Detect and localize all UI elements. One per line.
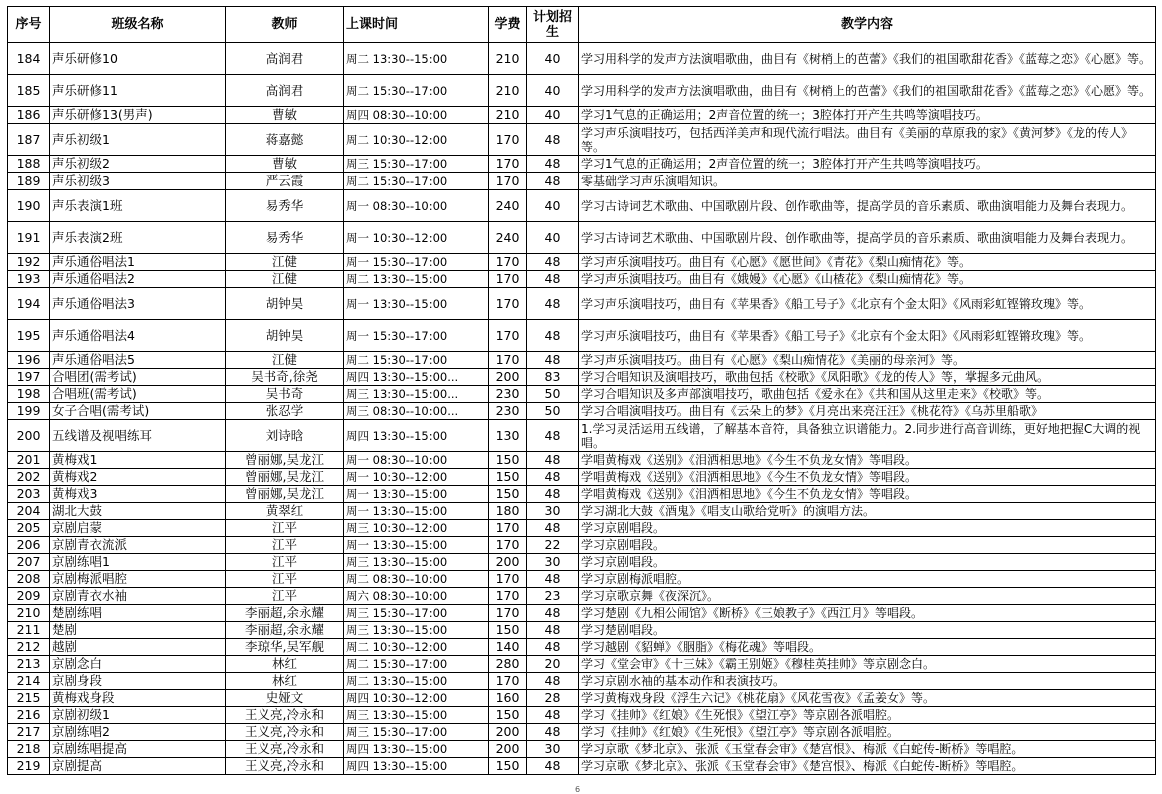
- cell-teacher: 史娅文: [226, 690, 344, 707]
- cell-teacher: 王义亮,冷永和: [226, 741, 344, 758]
- cell-class-time: 周三 08:30--10:00...: [344, 403, 489, 420]
- cell-class-name: 京剧青衣流派: [50, 537, 226, 554]
- table-row: [8, 107, 1156, 124]
- cell-planned-enrollment: 23: [527, 588, 579, 605]
- cell-class-name: 五线谱及视唱练耳: [50, 420, 226, 452]
- table-row: [8, 571, 1156, 588]
- cell-fee: 170: [489, 288, 527, 320]
- cell-teacher: 王义亮,冷永和: [226, 707, 344, 724]
- cell-planned-enrollment: 40: [527, 43, 579, 75]
- cell-teaching-content: 学习湖北大鼓《酒鬼》《唱支山歌给党听》的演唱方法。: [579, 503, 1156, 520]
- table-row: [8, 43, 1156, 75]
- cell-teaching-content: 学习楚剧《九相公闹馆》《断桥》《三娘教子》《西江月》等唱段。: [579, 605, 1156, 622]
- cell-teacher: 曾丽娜,吴龙江: [226, 452, 344, 469]
- cell-seq: 194: [8, 288, 50, 320]
- cell-class-name: 越剧: [50, 639, 226, 656]
- cell-class-time: 周四 13:30--15:00...: [344, 369, 489, 386]
- cell-class-name: 京剧提高: [50, 758, 226, 775]
- table-row: [8, 403, 1156, 420]
- cell-teaching-content: 学唱黄梅戏《送别》《泪洒相思地》《今生不负龙女情》等唱段。: [579, 452, 1156, 469]
- cell-class-time: 周六 08:30--10:00: [344, 588, 489, 605]
- header-class-time: 上课时间: [344, 7, 489, 43]
- cell-planned-enrollment: 48: [527, 288, 579, 320]
- cell-seq: 191: [8, 222, 50, 254]
- cell-teaching-content: 学习京歌《梦北京》、张派《玉堂春会审》《楚宫恨》、梅派《白蛇传-断桥》等唱腔。: [579, 741, 1156, 758]
- cell-teacher: 江健: [226, 254, 344, 271]
- table-row: [8, 469, 1156, 486]
- table-row: [8, 420, 1156, 452]
- cell-class-time: 周三 15:30--17:00: [344, 724, 489, 741]
- cell-teaching-content: 学习《挂帅》《红娘》《生死恨》《望江亭》等京剧各派唱腔。: [579, 724, 1156, 741]
- cell-teaching-content: 学习越剧《貂蝉》《胭脂》《梅花魂》等唱段。: [579, 639, 1156, 656]
- cell-planned-enrollment: 30: [527, 503, 579, 520]
- cell-class-name: 京剧念白: [50, 656, 226, 673]
- table-body: [8, 43, 1156, 775]
- cell-teaching-content: 学习楚剧唱段。: [579, 622, 1156, 639]
- cell-fee: 150: [489, 469, 527, 486]
- cell-class-time: 周二 08:30--10:00: [344, 571, 489, 588]
- cell-teacher: 刘诗晗: [226, 420, 344, 452]
- cell-class-time: 周二 15:30--17:00: [344, 352, 489, 369]
- cell-teacher: 高润君: [226, 75, 344, 107]
- header-teaching-content: 教学内容: [579, 7, 1156, 43]
- cell-class-time: 周四 13:30--15:00: [344, 741, 489, 758]
- cell-planned-enrollment: 48: [527, 420, 579, 452]
- table-row: [8, 173, 1156, 190]
- cell-planned-enrollment: 48: [527, 271, 579, 288]
- cell-fee: 200: [489, 724, 527, 741]
- cell-fee: 170: [489, 605, 527, 622]
- table-row: [8, 605, 1156, 622]
- cell-seq: 202: [8, 469, 50, 486]
- cell-teaching-content: 学习京剧唱段。: [579, 554, 1156, 571]
- cell-teaching-content: 学习合唱知识及多声部演唱技巧，歌曲包括《爱永在》《共和国从这里走来》《校歌》等。: [579, 386, 1156, 403]
- cell-class-time: 周二 15:30--17:00: [344, 75, 489, 107]
- header-class-name: 班级名称: [50, 7, 226, 43]
- cell-teacher: 易秀华: [226, 190, 344, 222]
- cell-planned-enrollment: 48: [527, 639, 579, 656]
- cell-teacher: 李丽超,余永耀: [226, 605, 344, 622]
- cell-teacher: 李丽超,余永耀: [226, 622, 344, 639]
- cell-class-time: 周一 13:30--15:00: [344, 288, 489, 320]
- cell-teaching-content: 零基础学习声乐演唱知识。: [579, 173, 1156, 190]
- cell-seq: 209: [8, 588, 50, 605]
- cell-class-name: 声乐表演2班: [50, 222, 226, 254]
- cell-teacher: 江平: [226, 520, 344, 537]
- cell-fee: 200: [489, 554, 527, 571]
- cell-teaching-content: 学习用科学的发声方法演唱歌曲，曲目有《树梢上的芭蕾》《我们的祖国歌甜花香》《蓝莓之恋》《心愿》等。: [579, 75, 1156, 107]
- cell-seq: 204: [8, 503, 50, 520]
- cell-planned-enrollment: 48: [527, 673, 579, 690]
- cell-class-name: 声乐研修11: [50, 75, 226, 107]
- cell-seq: 188: [8, 156, 50, 173]
- cell-class-time: 周二 13:30--15:00: [344, 673, 489, 690]
- cell-fee: 170: [489, 124, 527, 156]
- cell-teaching-content: 学习声乐演唱技巧，曲目有《苹果香》《船工号子》《北京有个金太阳》《风雨彩虹铿锵玫瑰》等。: [579, 288, 1156, 320]
- cell-class-name: 京剧身段: [50, 673, 226, 690]
- cell-fee: 130: [489, 420, 527, 452]
- cell-planned-enrollment: 48: [527, 486, 579, 503]
- cell-fee: 150: [489, 707, 527, 724]
- cell-fee: 200: [489, 369, 527, 386]
- cell-teacher: 王义亮,冷永和: [226, 724, 344, 741]
- cell-seq: 186: [8, 107, 50, 124]
- cell-class-name: 声乐通俗唱法5: [50, 352, 226, 369]
- cell-seq: 185: [8, 75, 50, 107]
- cell-teacher: 曹敏: [226, 107, 344, 124]
- cell-seq: 208: [8, 571, 50, 588]
- cell-class-name: 湖北大鼓: [50, 503, 226, 520]
- cell-class-time: 周三 13:30--15:00...: [344, 386, 489, 403]
- table-row: [8, 588, 1156, 605]
- cell-planned-enrollment: 48: [527, 254, 579, 271]
- cell-seq: 200: [8, 420, 50, 452]
- cell-fee: 170: [489, 254, 527, 271]
- cell-teaching-content: 学习京剧唱段。: [579, 520, 1156, 537]
- cell-class-name: 合唱团(需考试): [50, 369, 226, 386]
- cell-teaching-content: 学习1气息的正确运用；2声音位置的统一；3腔体打开产生共鸣等演唱技巧。: [579, 156, 1156, 173]
- cell-planned-enrollment: 48: [527, 452, 579, 469]
- cell-class-name: 京剧梅派唱腔: [50, 571, 226, 588]
- cell-teacher: 蒋嘉懿: [226, 124, 344, 156]
- cell-teacher: 黄翠红: [226, 503, 344, 520]
- cell-class-name: 声乐通俗唱法2: [50, 271, 226, 288]
- cell-fee: 150: [489, 758, 527, 775]
- cell-fee: 210: [489, 43, 527, 75]
- cell-seq: 213: [8, 656, 50, 673]
- cell-planned-enrollment: 40: [527, 190, 579, 222]
- table-row: [8, 452, 1156, 469]
- cell-seq: 189: [8, 173, 50, 190]
- cell-seq: 198: [8, 386, 50, 403]
- cell-class-time: 周二 13:30--15:00: [344, 43, 489, 75]
- cell-class-time: 周一 13:30--15:00: [344, 486, 489, 503]
- cell-seq: 214: [8, 673, 50, 690]
- cell-planned-enrollment: 50: [527, 403, 579, 420]
- cell-seq: 207: [8, 554, 50, 571]
- table-row: [8, 741, 1156, 758]
- cell-fee: 210: [489, 75, 527, 107]
- cell-teaching-content: 学习声乐演唱技巧。曲目有《娥嫚》《心愿》《山楂花》《梨山痴情花》等。: [579, 271, 1156, 288]
- cell-teacher: 江平: [226, 554, 344, 571]
- cell-class-time: 周一 08:30--10:00: [344, 452, 489, 469]
- cell-seq: 197: [8, 369, 50, 386]
- cell-fee: 170: [489, 588, 527, 605]
- cell-planned-enrollment: 48: [527, 173, 579, 190]
- cell-teaching-content: 学唱黄梅戏《送别》《泪洒相思地》《今生不负龙女情》等唱段。: [579, 469, 1156, 486]
- cell-teaching-content: 学习声乐演唱技巧。曲目有《心愿》《梨山痴情花》《美丽的母亲河》等。: [579, 352, 1156, 369]
- cell-seq: 218: [8, 741, 50, 758]
- table-row: [8, 254, 1156, 271]
- cell-seq: 203: [8, 486, 50, 503]
- cell-class-name: 声乐初级2: [50, 156, 226, 173]
- cell-class-time: 周四 13:30--15:00: [344, 420, 489, 452]
- cell-planned-enrollment: 40: [527, 107, 579, 124]
- table-row: [8, 724, 1156, 741]
- cell-teaching-content: 学习古诗词艺术歌曲、中国歌剧片段、创作歌曲等，提高学员的音乐素质、歌曲演唱能力及舞台表现力。: [579, 222, 1156, 254]
- cell-fee: 280: [489, 656, 527, 673]
- cell-class-name: 楚剧: [50, 622, 226, 639]
- table-row: [8, 639, 1156, 656]
- cell-teaching-content: 学习京歌京舞《夜深沉》。: [579, 588, 1156, 605]
- cell-teaching-content: 学习声乐演唱技巧，曲目有《苹果香》《船工号子》《北京有个金太阳》《风雨彩虹铿锵玫瑰》等。: [579, 320, 1156, 352]
- header-seq: 序号: [8, 7, 50, 43]
- cell-teaching-content: 学习声乐演唱技巧，包括西洋美声和现代流行唱法。曲目有《美丽的草原我的家》《黄河梦》《龙的传人》等。: [579, 124, 1156, 156]
- cell-fee: 230: [489, 386, 527, 403]
- cell-planned-enrollment: 40: [527, 222, 579, 254]
- cell-fee: 240: [489, 190, 527, 222]
- cell-class-name: 声乐通俗唱法1: [50, 254, 226, 271]
- cell-class-name: 声乐通俗唱法3: [50, 288, 226, 320]
- cell-teaching-content: 学习《堂会审》《十三妹》《霸王别姬》《穆桂英挂帅》等京剧念白。: [579, 656, 1156, 673]
- cell-class-time: 周二 13:30--15:00: [344, 271, 489, 288]
- cell-fee: 150: [489, 622, 527, 639]
- cell-class-time: 周四 13:30--15:00: [344, 758, 489, 775]
- page-number: 6: [575, 785, 581, 794]
- cell-teaching-content: 学习京剧水袖的基本动作和表演技巧。: [579, 673, 1156, 690]
- cell-class-name: 声乐初级3: [50, 173, 226, 190]
- cell-teaching-content: 学唱黄梅戏《送别》《泪洒相思地》《今生不负龙女情》等唱段。: [579, 486, 1156, 503]
- cell-planned-enrollment: 83: [527, 369, 579, 386]
- cell-seq: 219: [8, 758, 50, 775]
- cell-class-name: 声乐表演1班: [50, 190, 226, 222]
- cell-teacher: 胡钟昊: [226, 320, 344, 352]
- cell-class-time: 周二 10:30--12:00: [344, 639, 489, 656]
- cell-teacher: 曾丽娜,吴龙江: [226, 486, 344, 503]
- cell-class-time: 周三 13:30--15:00: [344, 554, 489, 571]
- cell-seq: 196: [8, 352, 50, 369]
- cell-class-time: 周一 13:30--15:00: [344, 537, 489, 554]
- cell-teaching-content: 学习《挂帅》《红娘》《生死恨》《望江亭》等京剧各派唱腔。: [579, 707, 1156, 724]
- cell-teacher: 江健: [226, 352, 344, 369]
- table-row: [8, 271, 1156, 288]
- cell-teacher: 林红: [226, 656, 344, 673]
- table-row: [8, 486, 1156, 503]
- cell-class-time: 周三 13:30--15:00: [344, 707, 489, 724]
- course-table: [7, 6, 1156, 775]
- cell-fee: 140: [489, 639, 527, 656]
- cell-seq: 190: [8, 190, 50, 222]
- cell-fee: 170: [489, 156, 527, 173]
- cell-teaching-content: 学习京剧梅派唱腔。: [579, 571, 1156, 588]
- cell-class-time: 周二 15:30--17:00: [344, 173, 489, 190]
- cell-teacher: 曹敏: [226, 156, 344, 173]
- cell-fee: 170: [489, 320, 527, 352]
- cell-teacher: 吴书奇,徐尧: [226, 369, 344, 386]
- cell-planned-enrollment: 28: [527, 690, 579, 707]
- cell-planned-enrollment: 30: [527, 741, 579, 758]
- cell-teacher: 江健: [226, 271, 344, 288]
- cell-planned-enrollment: 20: [527, 656, 579, 673]
- cell-fee: 170: [489, 571, 527, 588]
- cell-class-name: 京剧练唱提高: [50, 741, 226, 758]
- cell-class-time: 周三 15:30--17:00: [344, 156, 489, 173]
- cell-teacher: 严云霞: [226, 173, 344, 190]
- cell-fee: 170: [489, 352, 527, 369]
- cell-teaching-content: 学习用科学的发声方法演唱歌曲，曲目有《树梢上的芭蕾》《我们的祖国歌甜花香》《蓝莓之恋》《心愿》等。: [579, 43, 1156, 75]
- cell-class-name: 京剧青衣水袖: [50, 588, 226, 605]
- table-row: [8, 352, 1156, 369]
- cell-seq: 211: [8, 622, 50, 639]
- cell-fee: 240: [489, 222, 527, 254]
- cell-planned-enrollment: 48: [527, 520, 579, 537]
- cell-teacher: 吴书奇: [226, 386, 344, 403]
- cell-class-time: 周一 15:30--17:00: [344, 320, 489, 352]
- cell-planned-enrollment: 22: [527, 537, 579, 554]
- cell-class-name: 楚剧练唱: [50, 605, 226, 622]
- cell-class-time: 周二 15:30--17:00: [344, 656, 489, 673]
- cell-class-name: 声乐初级1: [50, 124, 226, 156]
- cell-fee: 230: [489, 403, 527, 420]
- cell-planned-enrollment: 30: [527, 554, 579, 571]
- cell-class-name: 京剧练唱2: [50, 724, 226, 741]
- cell-class-name: 声乐研修13(男声): [50, 107, 226, 124]
- cell-planned-enrollment: 48: [527, 124, 579, 156]
- cell-planned-enrollment: 48: [527, 707, 579, 724]
- cell-fee: 170: [489, 520, 527, 537]
- cell-teacher: 江平: [226, 571, 344, 588]
- cell-seq: 192: [8, 254, 50, 271]
- cell-planned-enrollment: 50: [527, 386, 579, 403]
- cell-fee: 160: [489, 690, 527, 707]
- cell-planned-enrollment: 48: [527, 605, 579, 622]
- cell-fee: 170: [489, 271, 527, 288]
- table-row: [8, 156, 1156, 173]
- table-row: [8, 320, 1156, 352]
- table-row: [8, 622, 1156, 639]
- cell-class-time: 周二 10:30--12:00: [344, 124, 489, 156]
- cell-class-time: 周三 13:30--15:00: [344, 622, 489, 639]
- cell-planned-enrollment: 48: [527, 352, 579, 369]
- cell-class-name: 京剧练唱1: [50, 554, 226, 571]
- cell-class-name: 黄梅戏3: [50, 486, 226, 503]
- cell-class-time: 周四 10:30--12:00: [344, 690, 489, 707]
- table-row: [8, 656, 1156, 673]
- table-row: [8, 124, 1156, 156]
- table-row: [8, 690, 1156, 707]
- table-row: [8, 222, 1156, 254]
- cell-class-time: 周一 15:30--17:00: [344, 254, 489, 271]
- cell-class-name: 声乐通俗唱法4: [50, 320, 226, 352]
- header-teacher: 教师: [226, 7, 344, 43]
- cell-seq: 193: [8, 271, 50, 288]
- cell-teacher: 曾丽娜,吴龙江: [226, 469, 344, 486]
- cell-teacher: 高润君: [226, 43, 344, 75]
- table-row: [8, 758, 1156, 775]
- table-row: [8, 288, 1156, 320]
- cell-class-name: 女子合唱(需考试): [50, 403, 226, 420]
- cell-planned-enrollment: 48: [527, 571, 579, 588]
- cell-fee: 170: [489, 673, 527, 690]
- cell-class-name: 声乐研修10: [50, 43, 226, 75]
- table-row: [8, 503, 1156, 520]
- table-row: [8, 707, 1156, 724]
- cell-teaching-content: 学习京剧唱段。: [579, 537, 1156, 554]
- cell-teacher: 江平: [226, 537, 344, 554]
- table-row: [8, 369, 1156, 386]
- cell-seq: 210: [8, 605, 50, 622]
- cell-planned-enrollment: 40: [527, 75, 579, 107]
- table-row: [8, 554, 1156, 571]
- cell-fee: 170: [489, 173, 527, 190]
- cell-class-time: 周三 10:30--12:00: [344, 520, 489, 537]
- cell-teacher: 王义亮,冷永和: [226, 758, 344, 775]
- cell-fee: 150: [489, 452, 527, 469]
- cell-class-name: 黄梅戏2: [50, 469, 226, 486]
- cell-planned-enrollment: 48: [527, 320, 579, 352]
- cell-teaching-content: 学习1气息的正确运用；2声音位置的统一；3腔体打开产生共鸣等演唱技巧。: [579, 107, 1156, 124]
- cell-seq: 205: [8, 520, 50, 537]
- cell-class-time: 周四 08:30--10:00: [344, 107, 489, 124]
- table-row: [8, 673, 1156, 690]
- cell-teaching-content: 学习声乐演唱技巧。曲目有《心愿》《愿世间》《青花》《梨山痴情花》等。: [579, 254, 1156, 271]
- cell-class-time: 周三 15:30--17:00: [344, 605, 489, 622]
- cell-seq: 199: [8, 403, 50, 420]
- table-row: [8, 190, 1156, 222]
- cell-class-name: 京剧启蒙: [50, 520, 226, 537]
- cell-class-time: 周一 08:30--10:00: [344, 190, 489, 222]
- cell-seq: 215: [8, 690, 50, 707]
- cell-planned-enrollment: 48: [527, 758, 579, 775]
- cell-teacher: 李琼华,吴军舰: [226, 639, 344, 656]
- cell-teaching-content: 学习合唱演唱技巧。曲目有《云朵上的梦》《月亮出来亮汪汪》《桃花符》《乌苏里船歌》: [579, 403, 1156, 420]
- cell-class-name: 京剧初级1: [50, 707, 226, 724]
- table-row: [8, 386, 1156, 403]
- cell-fee: 170: [489, 537, 527, 554]
- cell-teacher: 林红: [226, 673, 344, 690]
- cell-seq: 187: [8, 124, 50, 156]
- cell-fee: 210: [489, 107, 527, 124]
- cell-seq: 212: [8, 639, 50, 656]
- cell-fee: 180: [489, 503, 527, 520]
- cell-fee: 150: [489, 486, 527, 503]
- cell-seq: 217: [8, 724, 50, 741]
- cell-class-name: 黄梅戏1: [50, 452, 226, 469]
- cell-teacher: 张忍学: [226, 403, 344, 420]
- cell-class-time: 周一 10:30--12:00: [344, 469, 489, 486]
- cell-teaching-content: 学习京歌《梦北京》、张派《玉堂春会审》《楚宫恨》、梅派《白蛇传-断桥》等唱腔。: [579, 758, 1156, 775]
- table-header-row: [8, 7, 1156, 43]
- cell-teacher: 江平: [226, 588, 344, 605]
- cell-planned-enrollment: 48: [527, 469, 579, 486]
- cell-class-name: 合唱班(需考试): [50, 386, 226, 403]
- table-row: [8, 520, 1156, 537]
- cell-planned-enrollment: 48: [527, 724, 579, 741]
- cell-planned-enrollment: 48: [527, 622, 579, 639]
- cell-seq: 184: [8, 43, 50, 75]
- cell-fee: 200: [489, 741, 527, 758]
- cell-teaching-content: 学习古诗词艺术歌曲、中国歌剧片段、创作歌曲等，提高学员的音乐素质、歌曲演唱能力及舞台表现力。: [579, 190, 1156, 222]
- cell-teacher: 易秀华: [226, 222, 344, 254]
- cell-class-name: 黄梅戏身段: [50, 690, 226, 707]
- cell-teaching-content: 学习合唱知识及演唱技巧，歌曲包括《校歌》《凤阳歌》《龙的传人》等，掌握多元曲风。: [579, 369, 1156, 386]
- cell-teaching-content: 学习黄梅戏身段《浮生六记》《桃花扇》《风花雪夜》《孟姜女》等。: [579, 690, 1156, 707]
- header-fee: 学费: [489, 7, 527, 43]
- table-row: [8, 75, 1156, 107]
- header-planned-enrollment: 计划招生: [527, 7, 579, 43]
- cell-planned-enrollment: 48: [527, 156, 579, 173]
- cell-seq: 201: [8, 452, 50, 469]
- cell-seq: 216: [8, 707, 50, 724]
- cell-seq: 195: [8, 320, 50, 352]
- cell-class-time: 周一 13:30--15:00: [344, 503, 489, 520]
- cell-seq: 206: [8, 537, 50, 554]
- cell-class-time: 周一 10:30--12:00: [344, 222, 489, 254]
- cell-teaching-content: 1.学习灵活运用五线谱，了解基本音符，具备独立识谱能力。2.同步进行高音训练，更好地把握C大调的视唱。: [579, 420, 1156, 452]
- cell-teacher: 胡钟昊: [226, 288, 344, 320]
- table-row: [8, 537, 1156, 554]
